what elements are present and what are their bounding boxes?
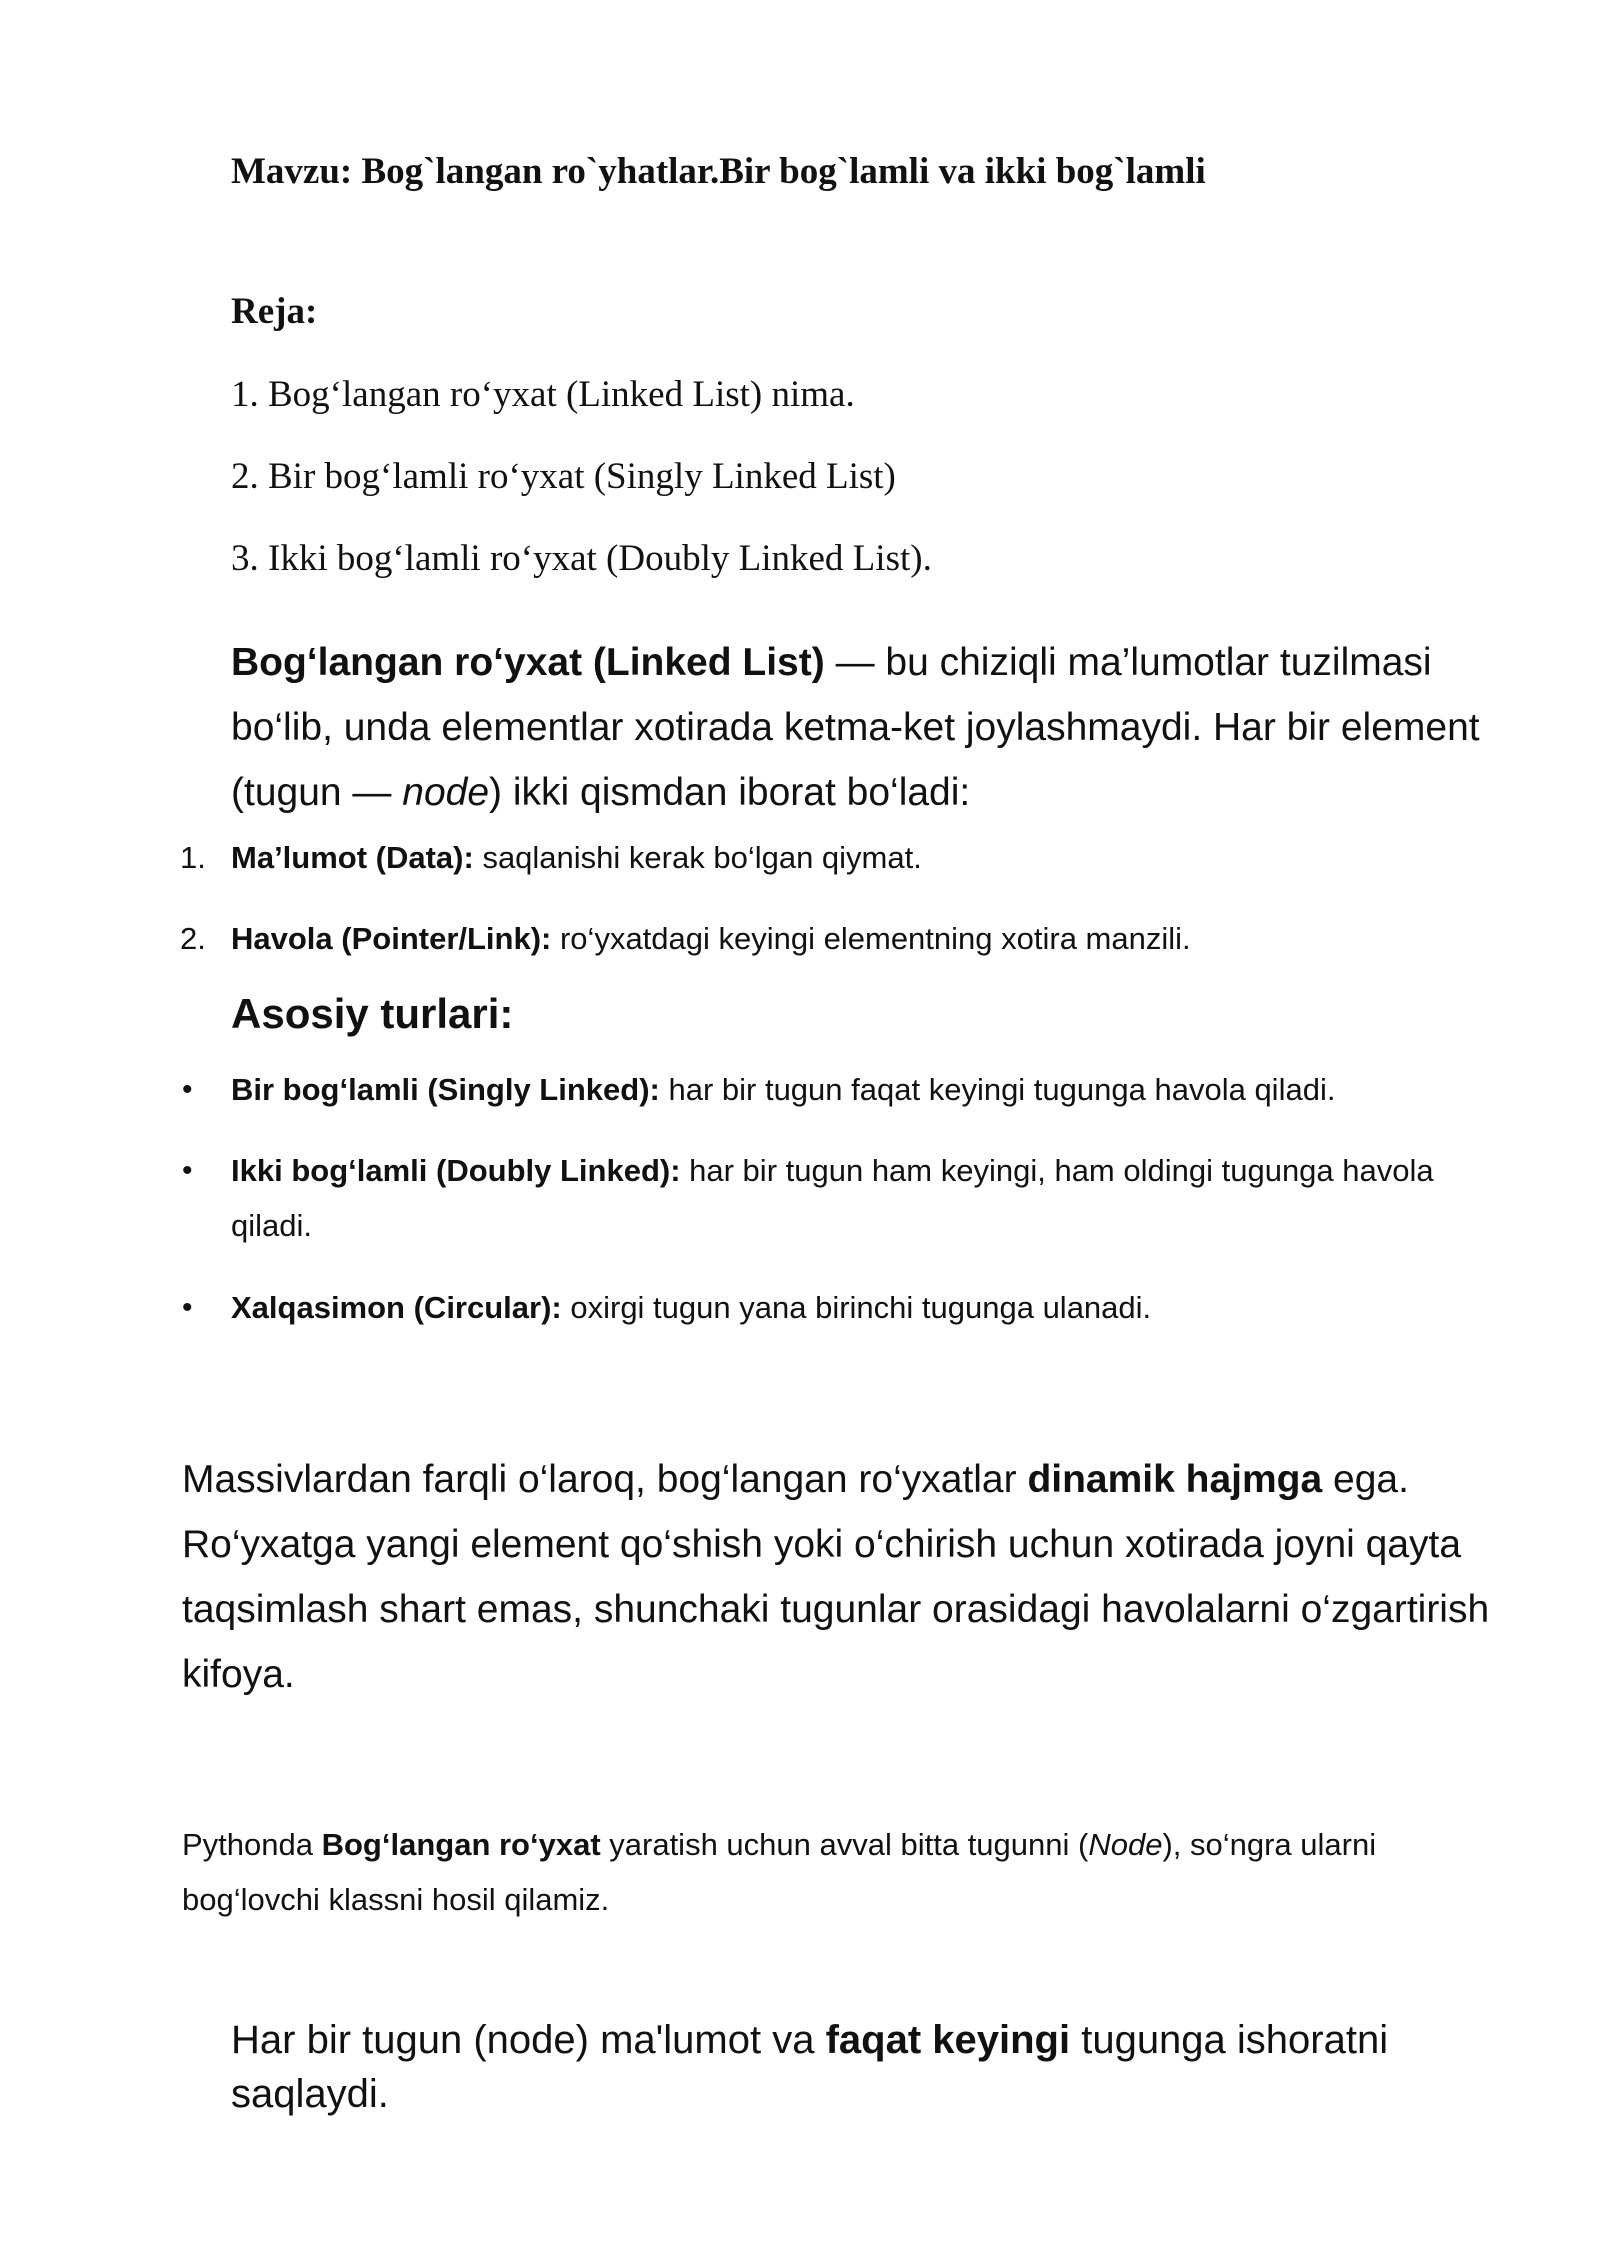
paragraph-text: yaratish uchun avval bitta tugunni (: [600, 1827, 1089, 1862]
plan-item: 1. Bog‘langan ro‘yxat (Linked List) nima.: [231, 374, 855, 415]
list-item-text: saqlanishi kerak bo‘lgan qiymat.: [473, 840, 922, 875]
intro-node-word: node: [402, 771, 490, 814]
paragraph-bold: Bog‘langan ro‘yxat: [321, 1827, 601, 1862]
python-paragraph: [182, 1817, 1512, 1927]
list-number: 1.: [180, 840, 206, 875]
dynamic-size-paragraph: [182, 1447, 1512, 1707]
paragraph-text: Massivlardan farqli o‘laroq, bog‘langan ro‘yxatlar: [182, 1458, 1028, 1501]
paragraph-text-end: ), so‘ngra ularni bog‘lovchi klassni hosil qilamiz.: [182, 1827, 1377, 1917]
intro-text: — bu chiziqli ma’lumotlar tuzilmasi bo‘lib, unda elementlar xotirada ketma-ket joylashmaydi. Har bir element (tugun —: [231, 641, 1480, 814]
list-item-text: oxirgi tugun yana birinchi tugunga ulanadi.: [561, 1290, 1152, 1325]
paragraph-text-end: ega. Ro‘yxatga yangi element qo‘shish yoki o‘chirish uchun xotirada joyni qayta taqsimlash shart emas, shunchaki tugunlar orasidagi havolalarni o‘zgartirish kifoya.: [182, 1458, 1490, 1696]
intro-text-end: ) ikki qismdan iborat bo‘ladi:: [489, 771, 971, 814]
list-item-label: Ma’lumot (Data):: [231, 840, 474, 875]
bullet-icon: •: [182, 1291, 193, 1324]
singly-node-paragraph: [231, 2013, 1481, 2121]
list-item-label: Ikki bog‘lamli (Doubly Linked):: [231, 1153, 681, 1188]
list-item-label: Xalqasimon (Circular):: [231, 1290, 562, 1325]
paragraph-text-end: tugunga ishoratni saqlaydi.: [231, 2018, 1389, 2116]
plan-item: 3. Ikki bog‘lamli ro‘yxat (Doubly Linked List).: [231, 538, 932, 579]
plan-heading: Reja:: [231, 291, 318, 332]
paragraph-text: Har bir tugun (node) ma'lumot va: [231, 2018, 826, 2062]
intro-term: Bog‘langan ro‘yxat (Linked List): [231, 641, 825, 684]
paragraph-italic: Node: [1088, 1827, 1163, 1862]
document-title: Mavzu: Bog`langan ro`yhatlar.Bir bog`lamli va ikki bog`lamli: [231, 151, 1206, 192]
types-heading: Asosiy turlari:: [231, 990, 514, 1037]
paragraph-bold: dinamik hajmga: [1027, 1458, 1323, 1501]
list-item-label: Bir bog‘lamli (Singly Linked):: [231, 1072, 660, 1107]
paragraph-bold: faqat keyingi: [825, 2018, 1071, 2062]
bullet-icon: •: [182, 1154, 193, 1187]
list-number: 2.: [180, 921, 206, 956]
list-item-label: Havola (Pointer/Link):: [231, 921, 552, 956]
bullet-icon: •: [182, 1073, 193, 1106]
list-item-text: ro‘yxatdagi keyingi elementning xotira manzili.: [551, 921, 1191, 956]
list-item-text: har bir tugun faqat keyingi tugunga havola qiladi.: [659, 1072, 1336, 1107]
plan-item: 2. Bir bog‘lamli ro‘yxat (Singly Linked List): [231, 456, 896, 497]
list-item-text: har bir tugun ham keyingi, ham oldingi tugunga havola qiladi.: [231, 1153, 1434, 1243]
intro-paragraph: [231, 630, 1491, 825]
paragraph-text: Pythonda: [182, 1827, 322, 1862]
